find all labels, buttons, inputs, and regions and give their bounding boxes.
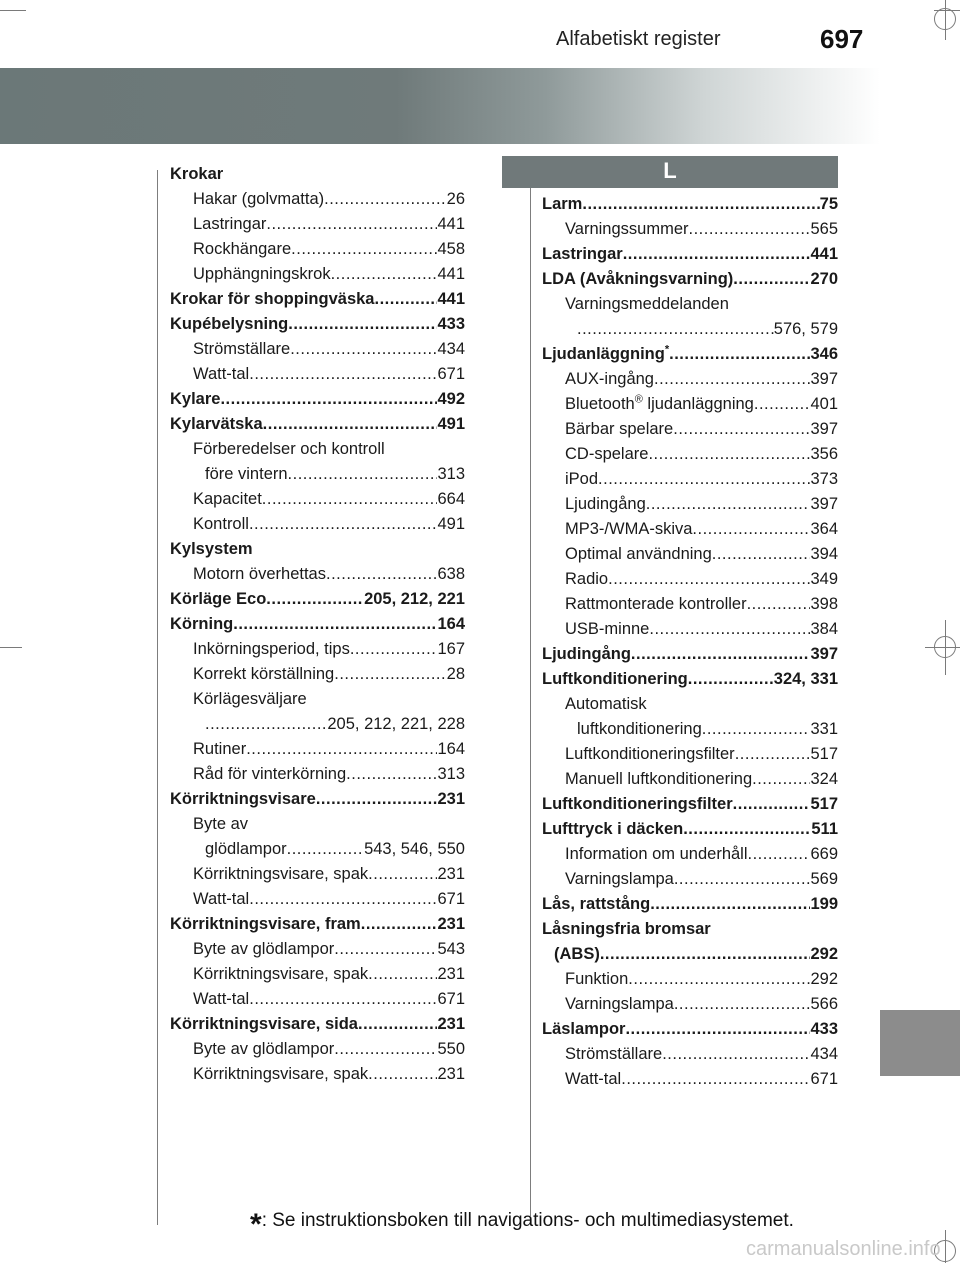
- index-entry-leader: [361, 912, 438, 937]
- page-header-title: Alfabetiskt register: [556, 28, 721, 50]
- index-entry: [170, 512, 465, 537]
- index-entry-label: Larm: [542, 195, 583, 213]
- index-entry-leader: [628, 967, 810, 992]
- index-entry-pages: 373: [810, 470, 838, 488]
- index-entry: [542, 292, 838, 317]
- crop-mark: [945, 620, 946, 675]
- index-entry-leader: [662, 1042, 810, 1067]
- index-entry-label: LDA (Avåkningsvarning): [542, 270, 734, 288]
- index-entry: [542, 517, 838, 542]
- index-entry-label: Strömställare: [193, 340, 291, 358]
- index-entry-label: Kylarvätska: [170, 415, 263, 433]
- index-entry: [170, 287, 465, 312]
- index-entry-pages: 26: [446, 190, 465, 208]
- index-entry-pages: 205, 212, 221: [364, 590, 465, 608]
- index-entry-label: CD-spelare: [565, 445, 649, 463]
- index-entry: [170, 537, 465, 562]
- index-entry-pages: 441: [810, 245, 838, 263]
- index-entry: [170, 212, 465, 237]
- index-entry-leader: [326, 562, 437, 587]
- index-entry-pages: 566: [810, 995, 838, 1013]
- index-entry: [542, 1042, 838, 1067]
- index-entry-pages: 671: [810, 1070, 838, 1088]
- crop-mark: [0, 647, 22, 648]
- index-entry-pages: 441: [437, 290, 465, 308]
- index-entry-leader: [220, 387, 437, 412]
- index-entry-pages: 199: [810, 895, 838, 913]
- index-entry: [170, 987, 465, 1012]
- index-entry-pages: 434: [437, 340, 465, 358]
- index-entry-label: Watt-tal: [193, 365, 250, 383]
- index-entry-label: Motorn överhettas: [193, 565, 326, 583]
- page-number: 697: [820, 24, 864, 54]
- index-entry-leader: [350, 637, 438, 662]
- index-entry-leader: [754, 392, 811, 417]
- index-entry-leader: [735, 742, 811, 767]
- index-entry-leader: [577, 317, 774, 342]
- index-entry-leader: [582, 192, 819, 217]
- index-entry: [542, 217, 838, 242]
- index-entry-pages: 313: [437, 465, 465, 483]
- index-entry-label: Optimal användning: [565, 545, 712, 563]
- index-entry-leader: [752, 767, 810, 792]
- index-entry-label: Läslampor: [542, 1020, 626, 1038]
- index-entry-leader: [324, 187, 447, 212]
- index-entry-pages: 164: [437, 615, 465, 633]
- index-entry: [170, 837, 465, 862]
- index-entry: [542, 392, 838, 417]
- index-entry-label: Ljudingång: [565, 495, 646, 513]
- index-entry-leader: [748, 842, 811, 867]
- index-entry: [542, 192, 838, 217]
- index-entry-pages: 671: [437, 365, 465, 383]
- index-entry-leader: [262, 487, 438, 512]
- header-band: [0, 68, 880, 144]
- index-entry-pages: 517: [810, 795, 838, 813]
- index-entry-label: Korrekt körställning: [193, 665, 335, 683]
- index-entry-leader: [368, 862, 437, 887]
- index-entry-leader: [316, 787, 438, 812]
- index-entry-label: Funktion: [565, 970, 629, 988]
- index-entry-leader: [733, 267, 810, 292]
- index-entry-label: Körläge Eco: [170, 590, 267, 608]
- index-entry-label: Körriktningsvisare: [170, 790, 316, 808]
- index-entry-pages: 231: [437, 790, 465, 808]
- index-entry-label: Strömställare: [565, 1045, 663, 1063]
- index-entry-leader: [646, 492, 811, 517]
- index-entry-label: Luftkonditioneringsfilter: [565, 745, 735, 763]
- index-entry-label: Manuell luftkonditionering: [565, 770, 753, 788]
- index-entry: [170, 487, 465, 512]
- index-entry: [170, 387, 465, 412]
- index-entry-label: AUX-ingång: [565, 370, 654, 388]
- index-entry-label: Byte av: [193, 815, 249, 833]
- index-entry-pages: 492: [437, 390, 465, 408]
- index-entry-pages: 638: [437, 565, 465, 583]
- index-entry-label: Kupébelysning: [170, 315, 289, 333]
- index-entry-label: Information om underhåll: [565, 845, 748, 863]
- index-entry: [170, 162, 465, 187]
- index-entry-leader: [600, 942, 811, 967]
- index-entry-leader: [683, 817, 811, 842]
- index-entry-label: Körriktningsvisare, sida: [170, 1015, 358, 1033]
- index-entry: [170, 887, 465, 912]
- index-entry-leader: [334, 662, 446, 687]
- column-divider-middle: [530, 186, 531, 1216]
- index-entry-label: Kontroll: [193, 515, 249, 533]
- index-entry-leader: [608, 567, 810, 592]
- index-entry: [542, 792, 838, 817]
- index-entry: [170, 187, 465, 212]
- index-entry: [170, 637, 465, 662]
- index-entry-label: Watt-tal: [193, 990, 250, 1008]
- index-entry-label: Watt-tal: [565, 1070, 622, 1088]
- index-entry-pages: 324: [810, 770, 838, 788]
- index-entry-pages: 231: [437, 1065, 465, 1083]
- crop-mark: [945, 1230, 946, 1263]
- index-entry: [170, 812, 465, 837]
- index-entry-label: Byte av glödlampor: [193, 1040, 335, 1058]
- index-entry-pages: 384: [810, 620, 838, 638]
- crop-mark: [0, 10, 26, 11]
- index-entry: [542, 642, 838, 667]
- index-entry-pages: 394: [810, 545, 838, 563]
- column-divider-left: [157, 170, 158, 1225]
- index-entry-leader: [287, 837, 364, 862]
- index-entry: [170, 562, 465, 587]
- index-entry-leader: [246, 737, 437, 762]
- index-entry-label: Råd för vinterkörning: [193, 765, 347, 783]
- index-entry-leader: [673, 417, 810, 442]
- index-entry-pages: 270: [810, 270, 838, 288]
- section-thumb-tab: [880, 1010, 960, 1076]
- index-entry: [542, 967, 838, 992]
- index-entry-leader: [621, 1067, 810, 1092]
- index-entry-leader: [288, 312, 437, 337]
- index-entry-label: Luftkonditioneringsfilter: [542, 795, 733, 813]
- index-entry-leader: [649, 617, 810, 642]
- index-entry: [170, 787, 465, 812]
- index-entry-label: Körning: [170, 615, 234, 633]
- watermark: carmanualsonline.info: [746, 1238, 941, 1260]
- index-entry-label: Automatisk: [565, 695, 647, 713]
- index-entry-pages: 511: [811, 820, 838, 838]
- index-entry: [170, 962, 465, 987]
- index-entry-label: Ljudanläggning*: [542, 343, 670, 363]
- index-entry: [170, 1012, 465, 1037]
- index-entry-leader: [368, 1062, 437, 1087]
- index-entry: [170, 662, 465, 687]
- index-entry-pages: 543: [437, 940, 465, 958]
- index-entry-pages: 75: [819, 195, 838, 213]
- index-entry-leader: [331, 262, 438, 287]
- index-entry-pages: 231: [437, 915, 465, 933]
- index-entry-label: Bluetooth® ljudanläggning: [565, 393, 754, 413]
- index-entry-label: Varningssummer: [565, 220, 689, 238]
- index-entry-leader: [249, 362, 437, 387]
- index-entry-leader: [598, 467, 810, 492]
- index-entry-leader: [654, 367, 810, 392]
- index-entry-pages: 441: [437, 265, 465, 283]
- index-entry-pages: 491: [437, 415, 465, 433]
- index-entry-leader: [648, 442, 810, 467]
- index-entry: [542, 442, 838, 467]
- crop-mark: [925, 647, 960, 648]
- index-entry: [542, 742, 838, 767]
- index-entry-pages: 324, 331: [773, 670, 838, 688]
- index-entry-label: MP3-/WMA-skiva: [565, 520, 693, 538]
- index-entry: [170, 462, 465, 487]
- section-letter-heading: L: [502, 156, 838, 188]
- index-entry-label: Lås, rattstång: [542, 895, 651, 913]
- index-entry: [542, 592, 838, 617]
- index-entry-leader: [733, 792, 811, 817]
- index-entry: [170, 237, 465, 262]
- crop-mark: [945, 0, 946, 40]
- index-entry-pages: 664: [437, 490, 465, 508]
- index-entry-label: Körriktningsvisare, spak: [193, 965, 369, 983]
- index-entry-label: Varningslampa: [565, 995, 674, 1013]
- index-entry-label: Körlägesväljare: [193, 690, 307, 708]
- index-entry-label: Varningslampa: [565, 870, 674, 888]
- footnote-asterisk: *: [250, 1208, 262, 1241]
- index-entry-pages: 669: [810, 845, 838, 863]
- index-entry-pages: 167: [437, 640, 465, 658]
- index-entry: [542, 842, 838, 867]
- index-entry-pages: 292: [810, 945, 838, 963]
- index-entry-leader: [249, 887, 437, 912]
- index-entry: [170, 862, 465, 887]
- index-entry: [542, 342, 838, 367]
- index-entry-pages: 458: [437, 240, 465, 258]
- index-entry: [542, 617, 838, 642]
- index-entry-pages: 231: [437, 865, 465, 883]
- index-entry-pages: 398: [810, 595, 838, 613]
- index-entry-pages: 349: [810, 570, 838, 588]
- index-entry-pages: 433: [437, 315, 465, 333]
- index-entry-pages: 576, 579: [773, 320, 838, 338]
- index-entry-label: före vintern: [205, 465, 288, 483]
- index-entry-label: Låsningsfria bromsar: [542, 920, 711, 938]
- index-entry-pages: 397: [810, 370, 838, 388]
- index-entry: [170, 587, 465, 612]
- index-entry: [170, 612, 465, 637]
- index-entry-leader: [623, 242, 811, 267]
- index-entry: [542, 942, 838, 967]
- index-entry-pages: 550: [437, 1040, 465, 1058]
- index-entry-label: glödlampor: [205, 840, 287, 858]
- index-entry-leader: [674, 992, 811, 1017]
- index-entry-label: Bärbar spelare: [565, 420, 674, 438]
- footnote: [250, 1208, 794, 1242]
- index-entry-pages: 292: [810, 970, 838, 988]
- index-entry: [170, 912, 465, 937]
- index-entry-pages: 356: [810, 445, 838, 463]
- index-entry-leader: [688, 217, 810, 242]
- index-entry: [170, 712, 465, 737]
- index-entry: [542, 1017, 838, 1042]
- index-entry-label: Kylare: [170, 390, 221, 408]
- index-entry-pages: 491: [437, 515, 465, 533]
- index-entry-label: Upphängningskrok: [193, 265, 331, 283]
- index-entry-label: Hakar (golvmatta): [193, 190, 325, 208]
- index-column-right: [542, 192, 838, 1092]
- index-entry: [170, 412, 465, 437]
- index-entry: [170, 262, 465, 287]
- index-entry-leader: [291, 237, 437, 262]
- index-entry-label: Lastringar: [193, 215, 267, 233]
- index-entry-leader: [334, 937, 437, 962]
- index-entry: [542, 317, 838, 342]
- index-entry-label: Varningsmeddelanden: [565, 295, 729, 313]
- index-entry-leader: [288, 462, 438, 487]
- index-entry-leader: [358, 1012, 437, 1037]
- index-entry-leader: [631, 642, 811, 667]
- index-entry-label-suffix: ljudanläggning: [642, 395, 754, 413]
- index-entry-pages: 565: [810, 220, 838, 238]
- index-entry: [542, 542, 838, 567]
- index-entry: [542, 667, 838, 692]
- index-entry: [170, 737, 465, 762]
- index-entry-label: (ABS): [554, 945, 600, 963]
- index-entry-pages: 397: [810, 645, 838, 663]
- index-entry-label: Körriktningsvisare, fram: [170, 915, 361, 933]
- index-entry-leader: [249, 512, 438, 537]
- index-entry-pages: 543, 546, 550: [364, 840, 465, 858]
- index-entry: [542, 867, 838, 892]
- index-entry-leader: [266, 212, 437, 237]
- index-entry-pages: 401: [810, 395, 838, 413]
- index-entry: [542, 992, 838, 1017]
- index-entry-pages: 331: [810, 720, 838, 738]
- index-entry-label: Rattmonterade kontroller: [565, 595, 747, 613]
- index-entry: [542, 242, 838, 267]
- index-entry-label: Luftkonditionering: [542, 670, 688, 688]
- index-entry: [542, 692, 838, 717]
- index-entry: [170, 312, 465, 337]
- index-entry-pages: 671: [437, 990, 465, 1008]
- index-entry-label: Körriktningsvisare, spak: [193, 865, 369, 883]
- index-entry-label: Krokar för shoppingväska: [170, 290, 375, 308]
- index-entry-pages: 231: [437, 965, 465, 983]
- index-entry: [542, 892, 838, 917]
- index-entry: [170, 362, 465, 387]
- index-entry-leader: [702, 717, 811, 742]
- index-entry-leader: [346, 762, 437, 787]
- index-entry: [542, 767, 838, 792]
- index-entry-label: Ljudingång: [542, 645, 631, 663]
- index-entry-label: Körriktningsvisare, spak: [193, 1065, 369, 1083]
- index-entry-leader: [650, 892, 810, 917]
- index-entry-label: Rutiner: [193, 740, 247, 758]
- index-entry-leader: [688, 667, 774, 692]
- index-entry-leader: [747, 592, 811, 617]
- index-entry-leader: [374, 287, 437, 312]
- index-entry-label: Förberedelser och kontroll: [193, 440, 385, 458]
- index-entry-leader: [712, 542, 811, 567]
- index-entry-pages: 205, 212, 221, 228: [327, 715, 465, 733]
- index-entry-pages: 433: [810, 1020, 838, 1038]
- index-entry: [542, 367, 838, 392]
- index-entry: [542, 917, 838, 942]
- index-entry-pages: 397: [810, 495, 838, 513]
- index-entry-leader: [674, 867, 811, 892]
- index-entry-superscript: *: [664, 343, 670, 356]
- index-entry-pages: 313: [437, 765, 465, 783]
- index-entry-leader: [290, 337, 437, 362]
- index-entry: [170, 437, 465, 462]
- index-entry-leader: [625, 1017, 810, 1042]
- index-entry-leader: [669, 342, 810, 367]
- index-entry-label: Radio: [565, 570, 609, 588]
- index-entry-leader: [368, 962, 437, 987]
- index-entry: [542, 417, 838, 442]
- index-entry-pages: 517: [810, 745, 838, 763]
- index-entry-label: Byte av glödlampor: [193, 940, 335, 958]
- index-entry-label: USB-minne: [565, 620, 650, 638]
- index-entry-label: Rockhängare: [193, 240, 292, 258]
- index-entry: [170, 1062, 465, 1087]
- index-entry: [542, 717, 838, 742]
- index-entry: [542, 492, 838, 517]
- index-entry: [542, 1067, 838, 1092]
- index-entry-label: luftkonditionering: [577, 720, 702, 738]
- index-entry-pages: 364: [810, 520, 838, 538]
- index-entry-leader: [233, 612, 437, 637]
- index-entry-leader: [205, 712, 327, 737]
- index-entry-leader: [249, 987, 437, 1012]
- index-entry: [542, 567, 838, 592]
- index-entry-leader: [263, 412, 438, 437]
- index-entry-pages: 164: [437, 740, 465, 758]
- index-entry-label: Inkörningsperiod, tips: [193, 640, 350, 658]
- index-entry-label: Lastringar: [542, 245, 623, 263]
- index-entry-label: Watt-tal: [193, 890, 250, 908]
- index-entry: [170, 337, 465, 362]
- index-entry-superscript: ®: [634, 393, 643, 406]
- index-entry-label: Krokar: [170, 165, 224, 183]
- index-entry-label: Lufttryck i däcken: [542, 820, 684, 838]
- index-entry-label: Kylsystem: [170, 540, 253, 558]
- index-entry-leader: [692, 517, 810, 542]
- index-entry: [542, 817, 838, 842]
- index-entry-pages: 397: [810, 420, 838, 438]
- index-entry-pages: 231: [437, 1015, 465, 1033]
- index-entry: [542, 467, 838, 492]
- index-entry-pages: 441: [437, 215, 465, 233]
- index-entry: [170, 1037, 465, 1062]
- index-entry-pages: 671: [437, 890, 465, 908]
- index-entry-leader: [266, 587, 364, 612]
- index-entry-label: Kapacitet: [193, 490, 262, 508]
- index-entry: [170, 762, 465, 787]
- index-entry-leader: [334, 1037, 437, 1062]
- footnote-text: : Se instruktionsboken till navigations- och multimediasystemet.: [261, 1210, 794, 1231]
- index-entry-pages: 434: [810, 1045, 838, 1063]
- index-entry-label: iPod: [565, 470, 599, 488]
- index-entry-pages: 569: [810, 870, 838, 888]
- index-entry: [170, 937, 465, 962]
- index-entry: [542, 267, 838, 292]
- index-column-left: [170, 162, 465, 1087]
- index-entry-pages: 346: [810, 345, 838, 363]
- index-entry: [170, 687, 465, 712]
- index-entry-pages: 28: [446, 665, 465, 683]
